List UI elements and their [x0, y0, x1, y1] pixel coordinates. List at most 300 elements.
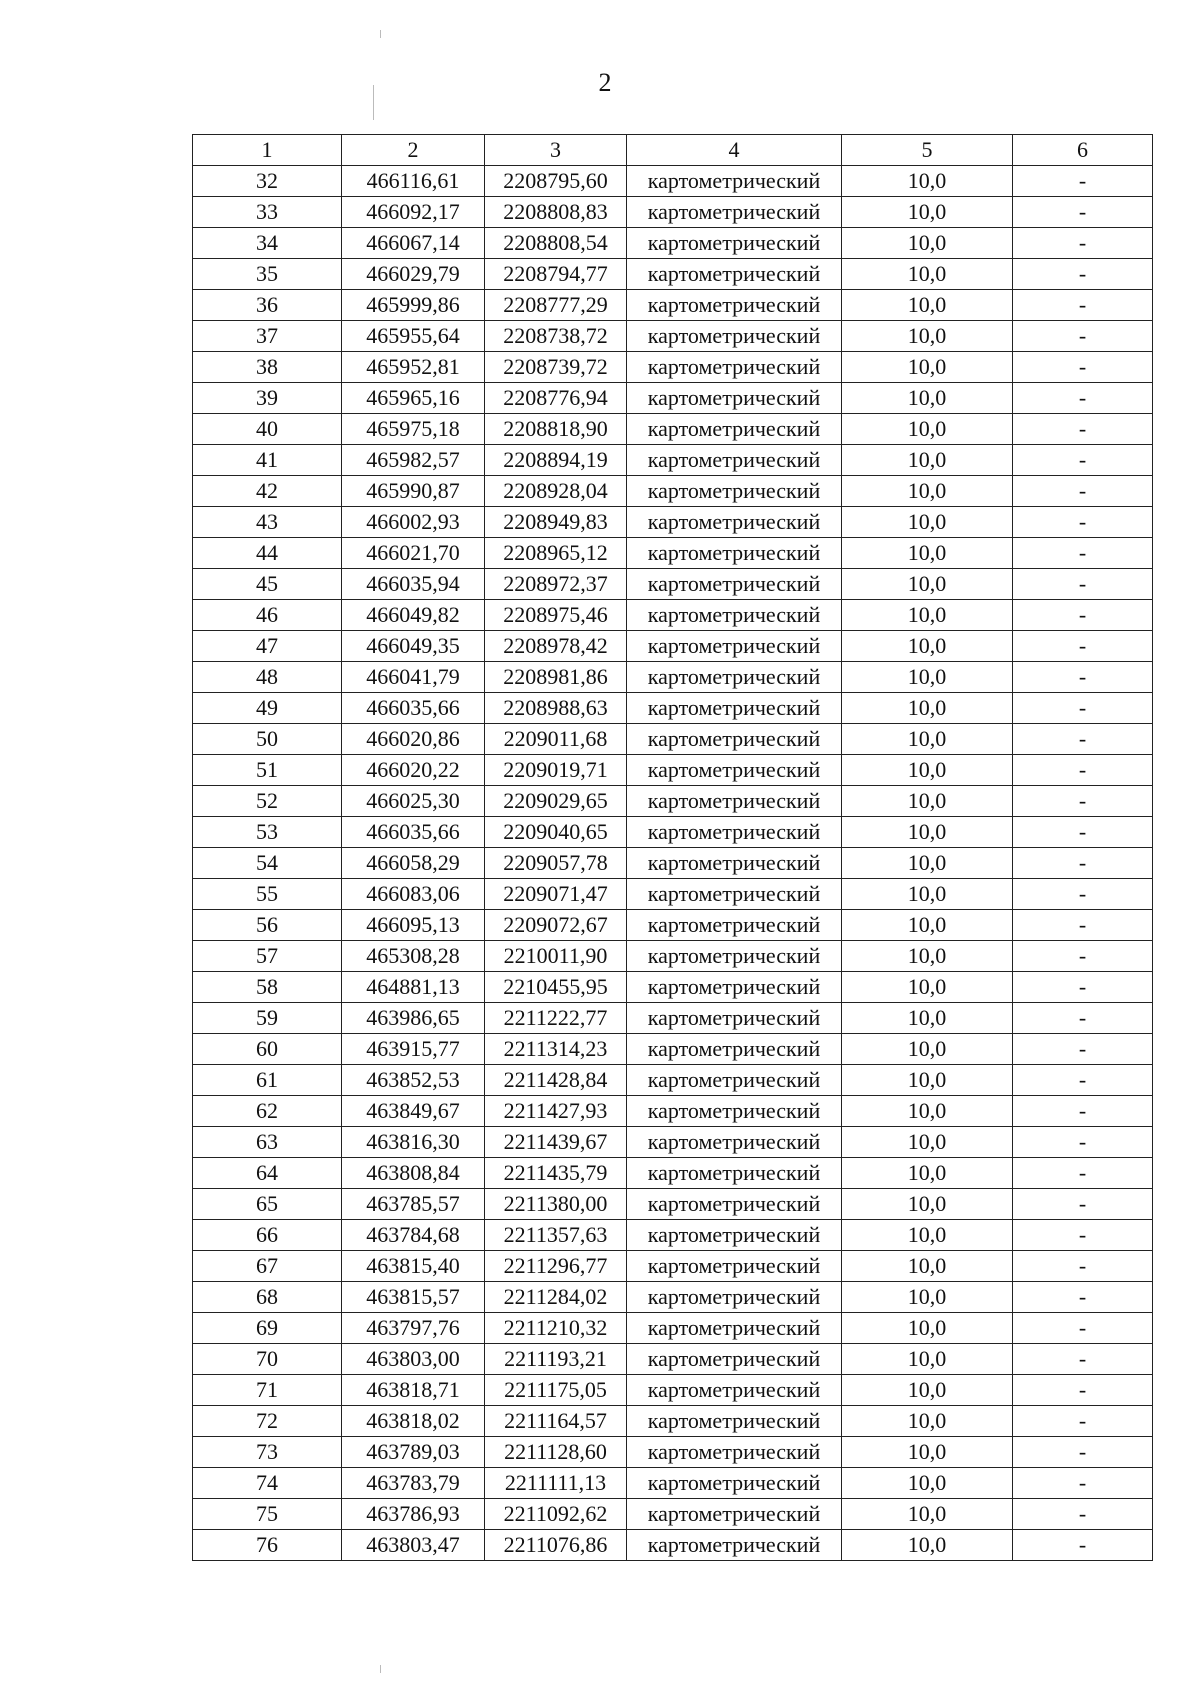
x-coordinate-cell: 463915,77	[342, 1034, 485, 1065]
accuracy-cell: 10,0	[842, 476, 1013, 507]
x-coordinate-cell: 466058,29	[342, 848, 485, 879]
y-coordinate-cell: 2208776,94	[485, 383, 627, 414]
x-coordinate-cell: 465990,87	[342, 476, 485, 507]
y-coordinate-cell: 2208928,04	[485, 476, 627, 507]
table-row	[193, 724, 1153, 755]
point-number-cell: 55	[193, 879, 342, 910]
accuracy-cell: 10,0	[842, 941, 1013, 972]
method-cell: картометрический	[627, 1313, 842, 1344]
note-cell: -	[1013, 383, 1153, 414]
y-coordinate-cell: 2211076,86	[485, 1530, 627, 1561]
point-number-cell: 71	[193, 1375, 342, 1406]
point-number-cell: 57	[193, 941, 342, 972]
accuracy-cell: 10,0	[842, 1220, 1013, 1251]
table-row	[193, 941, 1153, 972]
table-row	[193, 1530, 1153, 1561]
note-cell: -	[1013, 321, 1153, 352]
method-cell: картометрический	[627, 1375, 842, 1406]
point-number-cell: 35	[193, 259, 342, 290]
accuracy-cell: 10,0	[842, 352, 1013, 383]
point-number-cell: 50	[193, 724, 342, 755]
note-cell: -	[1013, 1499, 1153, 1530]
point-number-cell: 61	[193, 1065, 342, 1096]
table-row	[193, 972, 1153, 1003]
table-row	[193, 1189, 1153, 1220]
table-row	[193, 290, 1153, 321]
method-cell: картометрический	[627, 228, 842, 259]
x-coordinate-cell: 463789,03	[342, 1437, 485, 1468]
column-header-4: 4	[627, 135, 842, 166]
y-coordinate-cell: 2208808,54	[485, 228, 627, 259]
note-cell: -	[1013, 197, 1153, 228]
table-row	[193, 414, 1153, 445]
note-cell: -	[1013, 631, 1153, 662]
point-number-cell: 34	[193, 228, 342, 259]
table-row	[193, 1282, 1153, 1313]
accuracy-cell: 10,0	[842, 755, 1013, 786]
table-row	[193, 352, 1153, 383]
x-coordinate-cell: 466002,93	[342, 507, 485, 538]
point-number-cell: 46	[193, 600, 342, 631]
scan-artifact-bottom	[380, 1665, 381, 1673]
x-coordinate-cell: 466029,79	[342, 259, 485, 290]
y-coordinate-cell: 2209011,68	[485, 724, 627, 755]
table-body	[193, 166, 1153, 1561]
table-row	[193, 1468, 1153, 1499]
y-coordinate-cell: 2208965,12	[485, 538, 627, 569]
accuracy-cell: 10,0	[842, 1375, 1013, 1406]
table-row	[193, 507, 1153, 538]
point-number-cell: 58	[193, 972, 342, 1003]
point-number-cell: 36	[193, 290, 342, 321]
note-cell: -	[1013, 941, 1153, 972]
table-row	[193, 600, 1153, 631]
header-row	[193, 135, 1153, 166]
accuracy-cell: 10,0	[842, 290, 1013, 321]
accuracy-cell: 10,0	[842, 631, 1013, 662]
table-row	[193, 1003, 1153, 1034]
point-number-cell: 66	[193, 1220, 342, 1251]
y-coordinate-cell: 2211222,77	[485, 1003, 627, 1034]
note-cell: -	[1013, 879, 1153, 910]
table-row	[193, 1158, 1153, 1189]
table-row	[193, 1406, 1153, 1437]
accuracy-cell: 10,0	[842, 1282, 1013, 1313]
column-header-2: 2	[342, 135, 485, 166]
note-cell: -	[1013, 1003, 1153, 1034]
method-cell: картометрический	[627, 321, 842, 352]
accuracy-cell: 10,0	[842, 1127, 1013, 1158]
point-number-cell: 68	[193, 1282, 342, 1313]
accuracy-cell: 10,0	[842, 197, 1013, 228]
note-cell: -	[1013, 1220, 1153, 1251]
point-number-cell: 69	[193, 1313, 342, 1344]
accuracy-cell: 10,0	[842, 1437, 1013, 1468]
x-coordinate-cell: 463986,65	[342, 1003, 485, 1034]
y-coordinate-cell: 2211284,02	[485, 1282, 627, 1313]
method-cell: картометрический	[627, 848, 842, 879]
table-row	[193, 321, 1153, 352]
x-coordinate-cell: 463818,71	[342, 1375, 485, 1406]
x-coordinate-cell: 463784,68	[342, 1220, 485, 1251]
x-coordinate-cell: 466035,66	[342, 817, 485, 848]
x-coordinate-cell: 463852,53	[342, 1065, 485, 1096]
x-coordinate-cell: 463818,02	[342, 1406, 485, 1437]
method-cell: картометрический	[627, 1003, 842, 1034]
x-coordinate-cell: 466035,94	[342, 569, 485, 600]
table-row	[193, 538, 1153, 569]
note-cell: -	[1013, 848, 1153, 879]
method-cell: картометрический	[627, 1127, 842, 1158]
note-cell: -	[1013, 1096, 1153, 1127]
x-coordinate-cell: 466041,79	[342, 662, 485, 693]
note-cell: -	[1013, 1406, 1153, 1437]
y-coordinate-cell: 2209071,47	[485, 879, 627, 910]
x-coordinate-cell: 463803,00	[342, 1344, 485, 1375]
accuracy-cell: 10,0	[842, 321, 1013, 352]
x-coordinate-cell: 463815,57	[342, 1282, 485, 1313]
accuracy-cell: 10,0	[842, 1499, 1013, 1530]
accuracy-cell: 10,0	[842, 228, 1013, 259]
accuracy-cell: 10,0	[842, 786, 1013, 817]
point-number-cell: 44	[193, 538, 342, 569]
x-coordinate-cell: 464881,13	[342, 972, 485, 1003]
method-cell: картометрический	[627, 1251, 842, 1282]
note-cell: -	[1013, 817, 1153, 848]
point-number-cell: 32	[193, 166, 342, 197]
y-coordinate-cell: 2208808,83	[485, 197, 627, 228]
point-number-cell: 41	[193, 445, 342, 476]
note-cell: -	[1013, 290, 1153, 321]
point-number-cell: 65	[193, 1189, 342, 1220]
y-coordinate-cell: 2209019,71	[485, 755, 627, 786]
table-row	[193, 662, 1153, 693]
y-coordinate-cell: 2209029,65	[485, 786, 627, 817]
y-coordinate-cell: 2211210,32	[485, 1313, 627, 1344]
accuracy-cell: 10,0	[842, 1468, 1013, 1499]
x-coordinate-cell: 466095,13	[342, 910, 485, 941]
note-cell: -	[1013, 1034, 1153, 1065]
note-cell: -	[1013, 569, 1153, 600]
note-cell: -	[1013, 1437, 1153, 1468]
point-number-cell: 56	[193, 910, 342, 941]
y-coordinate-cell: 2211296,77	[485, 1251, 627, 1282]
accuracy-cell: 10,0	[842, 848, 1013, 879]
y-coordinate-cell: 2210011,90	[485, 941, 627, 972]
table-row	[193, 755, 1153, 786]
accuracy-cell: 10,0	[842, 910, 1013, 941]
method-cell: картометрический	[627, 724, 842, 755]
x-coordinate-cell: 466083,06	[342, 879, 485, 910]
accuracy-cell: 10,0	[842, 383, 1013, 414]
method-cell: картометрический	[627, 1220, 842, 1251]
x-coordinate-cell: 465975,18	[342, 414, 485, 445]
method-cell: картометрический	[627, 445, 842, 476]
table-row	[193, 1220, 1153, 1251]
table-row	[193, 1344, 1153, 1375]
x-coordinate-cell: 463786,93	[342, 1499, 485, 1530]
note-cell: -	[1013, 1344, 1153, 1375]
y-coordinate-cell: 2208988,63	[485, 693, 627, 724]
point-number-cell: 76	[193, 1530, 342, 1561]
x-coordinate-cell: 463797,76	[342, 1313, 485, 1344]
point-number-cell: 43	[193, 507, 342, 538]
x-coordinate-cell: 466092,17	[342, 197, 485, 228]
y-coordinate-cell: 2211439,67	[485, 1127, 627, 1158]
point-number-cell: 47	[193, 631, 342, 662]
method-cell: картометрический	[627, 197, 842, 228]
note-cell: -	[1013, 972, 1153, 1003]
y-coordinate-cell: 2208818,90	[485, 414, 627, 445]
x-coordinate-cell: 463783,79	[342, 1468, 485, 1499]
method-cell: картометрический	[627, 476, 842, 507]
x-coordinate-cell: 465999,86	[342, 290, 485, 321]
table-row	[193, 693, 1153, 724]
method-cell: картометрический	[627, 1437, 842, 1468]
table-row	[193, 445, 1153, 476]
method-cell: картометрический	[627, 1344, 842, 1375]
point-number-cell: 33	[193, 197, 342, 228]
accuracy-cell: 10,0	[842, 569, 1013, 600]
y-coordinate-cell: 2208972,37	[485, 569, 627, 600]
method-cell: картометрический	[627, 1530, 842, 1561]
accuracy-cell: 10,0	[842, 1313, 1013, 1344]
method-cell: картометрический	[627, 1406, 842, 1437]
note-cell: -	[1013, 662, 1153, 693]
note-cell: -	[1013, 910, 1153, 941]
accuracy-cell: 10,0	[842, 1096, 1013, 1127]
method-cell: картометрический	[627, 414, 842, 445]
point-number-cell: 45	[193, 569, 342, 600]
point-number-cell: 70	[193, 1344, 342, 1375]
point-number-cell: 67	[193, 1251, 342, 1282]
y-coordinate-cell: 2211193,21	[485, 1344, 627, 1375]
note-cell: -	[1013, 1158, 1153, 1189]
method-cell: картометрический	[627, 259, 842, 290]
y-coordinate-cell: 2208795,60	[485, 166, 627, 197]
accuracy-cell: 10,0	[842, 1189, 1013, 1220]
accuracy-cell: 10,0	[842, 1251, 1013, 1282]
coordinates-table	[192, 134, 1153, 1561]
accuracy-cell: 10,0	[842, 1344, 1013, 1375]
table-row	[193, 848, 1153, 879]
table-row	[193, 569, 1153, 600]
point-number-cell: 53	[193, 817, 342, 848]
table-row	[193, 228, 1153, 259]
y-coordinate-cell: 2211427,93	[485, 1096, 627, 1127]
y-coordinate-cell: 2209057,78	[485, 848, 627, 879]
accuracy-cell: 10,0	[842, 724, 1013, 755]
accuracy-cell: 10,0	[842, 1158, 1013, 1189]
method-cell: картометрический	[627, 910, 842, 941]
accuracy-cell: 10,0	[842, 662, 1013, 693]
method-cell: картометрический	[627, 1189, 842, 1220]
x-coordinate-cell: 463816,30	[342, 1127, 485, 1158]
point-number-cell: 64	[193, 1158, 342, 1189]
x-coordinate-cell: 465952,81	[342, 352, 485, 383]
method-cell: картометрический	[627, 631, 842, 662]
table-row	[193, 166, 1153, 197]
point-number-cell: 49	[193, 693, 342, 724]
note-cell: -	[1013, 1189, 1153, 1220]
note-cell: -	[1013, 507, 1153, 538]
point-number-cell: 39	[193, 383, 342, 414]
x-coordinate-cell: 463803,47	[342, 1530, 485, 1561]
column-header-3: 3	[485, 135, 627, 166]
method-cell: картометрический	[627, 1282, 842, 1313]
note-cell: -	[1013, 755, 1153, 786]
y-coordinate-cell: 2209040,65	[485, 817, 627, 848]
column-header-1: 1	[193, 135, 342, 166]
table-row	[193, 259, 1153, 290]
method-cell: картометрический	[627, 166, 842, 197]
table-header	[193, 135, 1153, 166]
table-row	[193, 383, 1153, 414]
y-coordinate-cell: 2208894,19	[485, 445, 627, 476]
method-cell: картометрический	[627, 1499, 842, 1530]
method-cell: картометрический	[627, 972, 842, 1003]
y-coordinate-cell: 2211175,05	[485, 1375, 627, 1406]
column-header-6: 6	[1013, 135, 1153, 166]
point-number-cell: 42	[193, 476, 342, 507]
y-coordinate-cell: 2208739,72	[485, 352, 627, 383]
note-cell: -	[1013, 1468, 1153, 1499]
x-coordinate-cell: 465965,16	[342, 383, 485, 414]
note-cell: -	[1013, 1251, 1153, 1282]
accuracy-cell: 10,0	[842, 817, 1013, 848]
x-coordinate-cell: 465955,64	[342, 321, 485, 352]
y-coordinate-cell: 2211428,84	[485, 1065, 627, 1096]
method-cell: картометрический	[627, 1034, 842, 1065]
point-number-cell: 51	[193, 755, 342, 786]
note-cell: -	[1013, 228, 1153, 259]
x-coordinate-cell: 466020,22	[342, 755, 485, 786]
method-cell: картометрический	[627, 383, 842, 414]
x-coordinate-cell: 466020,86	[342, 724, 485, 755]
page-number: 2	[598, 68, 612, 97]
y-coordinate-cell: 2211314,23	[485, 1034, 627, 1065]
accuracy-cell: 10,0	[842, 600, 1013, 631]
table-row	[193, 1251, 1153, 1282]
point-number-cell: 72	[193, 1406, 342, 1437]
method-cell: картометрический	[627, 1158, 842, 1189]
point-number-cell: 52	[193, 786, 342, 817]
accuracy-cell: 10,0	[842, 1034, 1013, 1065]
point-number-cell: 38	[193, 352, 342, 383]
accuracy-cell: 10,0	[842, 879, 1013, 910]
method-cell: картометрический	[627, 662, 842, 693]
y-coordinate-cell: 2211380,00	[485, 1189, 627, 1220]
method-cell: картометрический	[627, 879, 842, 910]
table-row	[193, 1034, 1153, 1065]
table-row	[193, 1096, 1153, 1127]
y-coordinate-cell: 2211092,62	[485, 1499, 627, 1530]
method-cell: картометрический	[627, 1468, 842, 1499]
y-coordinate-cell: 2208949,83	[485, 507, 627, 538]
column-header-5: 5	[842, 135, 1013, 166]
table-row	[193, 910, 1153, 941]
x-coordinate-cell: 466049,82	[342, 600, 485, 631]
note-cell: -	[1013, 476, 1153, 507]
y-coordinate-cell: 2211435,79	[485, 1158, 627, 1189]
y-coordinate-cell: 2210455,95	[485, 972, 627, 1003]
y-coordinate-cell: 2208981,86	[485, 662, 627, 693]
note-cell: -	[1013, 693, 1153, 724]
note-cell: -	[1013, 1282, 1153, 1313]
method-cell: картометрический	[627, 693, 842, 724]
note-cell: -	[1013, 352, 1153, 383]
method-cell: картометрический	[627, 290, 842, 321]
x-coordinate-cell: 466116,61	[342, 166, 485, 197]
table-row	[193, 1437, 1153, 1468]
x-coordinate-cell: 466035,66	[342, 693, 485, 724]
note-cell: -	[1013, 414, 1153, 445]
table-row	[193, 1313, 1153, 1344]
x-coordinate-cell: 466021,70	[342, 538, 485, 569]
table-row	[193, 476, 1153, 507]
method-cell: картометрический	[627, 1065, 842, 1096]
point-number-cell: 37	[193, 321, 342, 352]
point-number-cell: 54	[193, 848, 342, 879]
accuracy-cell: 10,0	[842, 972, 1013, 1003]
method-cell: картометрический	[627, 786, 842, 817]
accuracy-cell: 10,0	[842, 259, 1013, 290]
table-row	[193, 197, 1153, 228]
x-coordinate-cell: 463785,57	[342, 1189, 485, 1220]
note-cell: -	[1013, 538, 1153, 569]
scan-artifact-top	[380, 30, 381, 38]
table-row	[193, 631, 1153, 662]
y-coordinate-cell: 2208975,46	[485, 600, 627, 631]
point-number-cell: 63	[193, 1127, 342, 1158]
y-coordinate-cell: 2208777,29	[485, 290, 627, 321]
accuracy-cell: 10,0	[842, 445, 1013, 476]
accuracy-cell: 10,0	[842, 1003, 1013, 1034]
point-number-cell: 60	[193, 1034, 342, 1065]
y-coordinate-cell: 2211128,60	[485, 1437, 627, 1468]
point-number-cell: 75	[193, 1499, 342, 1530]
y-coordinate-cell: 2211357,63	[485, 1220, 627, 1251]
y-coordinate-cell: 2208978,42	[485, 631, 627, 662]
table-row	[193, 786, 1153, 817]
point-number-cell: 74	[193, 1468, 342, 1499]
accuracy-cell: 10,0	[842, 1065, 1013, 1096]
accuracy-cell: 10,0	[842, 538, 1013, 569]
x-coordinate-cell: 463815,40	[342, 1251, 485, 1282]
point-number-cell: 48	[193, 662, 342, 693]
accuracy-cell: 10,0	[842, 693, 1013, 724]
x-coordinate-cell: 463849,67	[342, 1096, 485, 1127]
x-coordinate-cell: 466025,30	[342, 786, 485, 817]
x-coordinate-cell: 466049,35	[342, 631, 485, 662]
note-cell: -	[1013, 1065, 1153, 1096]
note-cell: -	[1013, 1375, 1153, 1406]
table-row	[193, 1127, 1153, 1158]
table-row	[193, 1499, 1153, 1530]
y-coordinate-cell: 2208794,77	[485, 259, 627, 290]
accuracy-cell: 10,0	[842, 507, 1013, 538]
accuracy-cell: 10,0	[842, 1530, 1013, 1561]
x-coordinate-cell: 463808,84	[342, 1158, 485, 1189]
table-row	[193, 1065, 1153, 1096]
table-row	[193, 817, 1153, 848]
accuracy-cell: 10,0	[842, 166, 1013, 197]
note-cell: -	[1013, 445, 1153, 476]
method-cell: картометрический	[627, 600, 842, 631]
accuracy-cell: 10,0	[842, 414, 1013, 445]
y-coordinate-cell: 2211111,13	[485, 1468, 627, 1499]
note-cell: -	[1013, 724, 1153, 755]
